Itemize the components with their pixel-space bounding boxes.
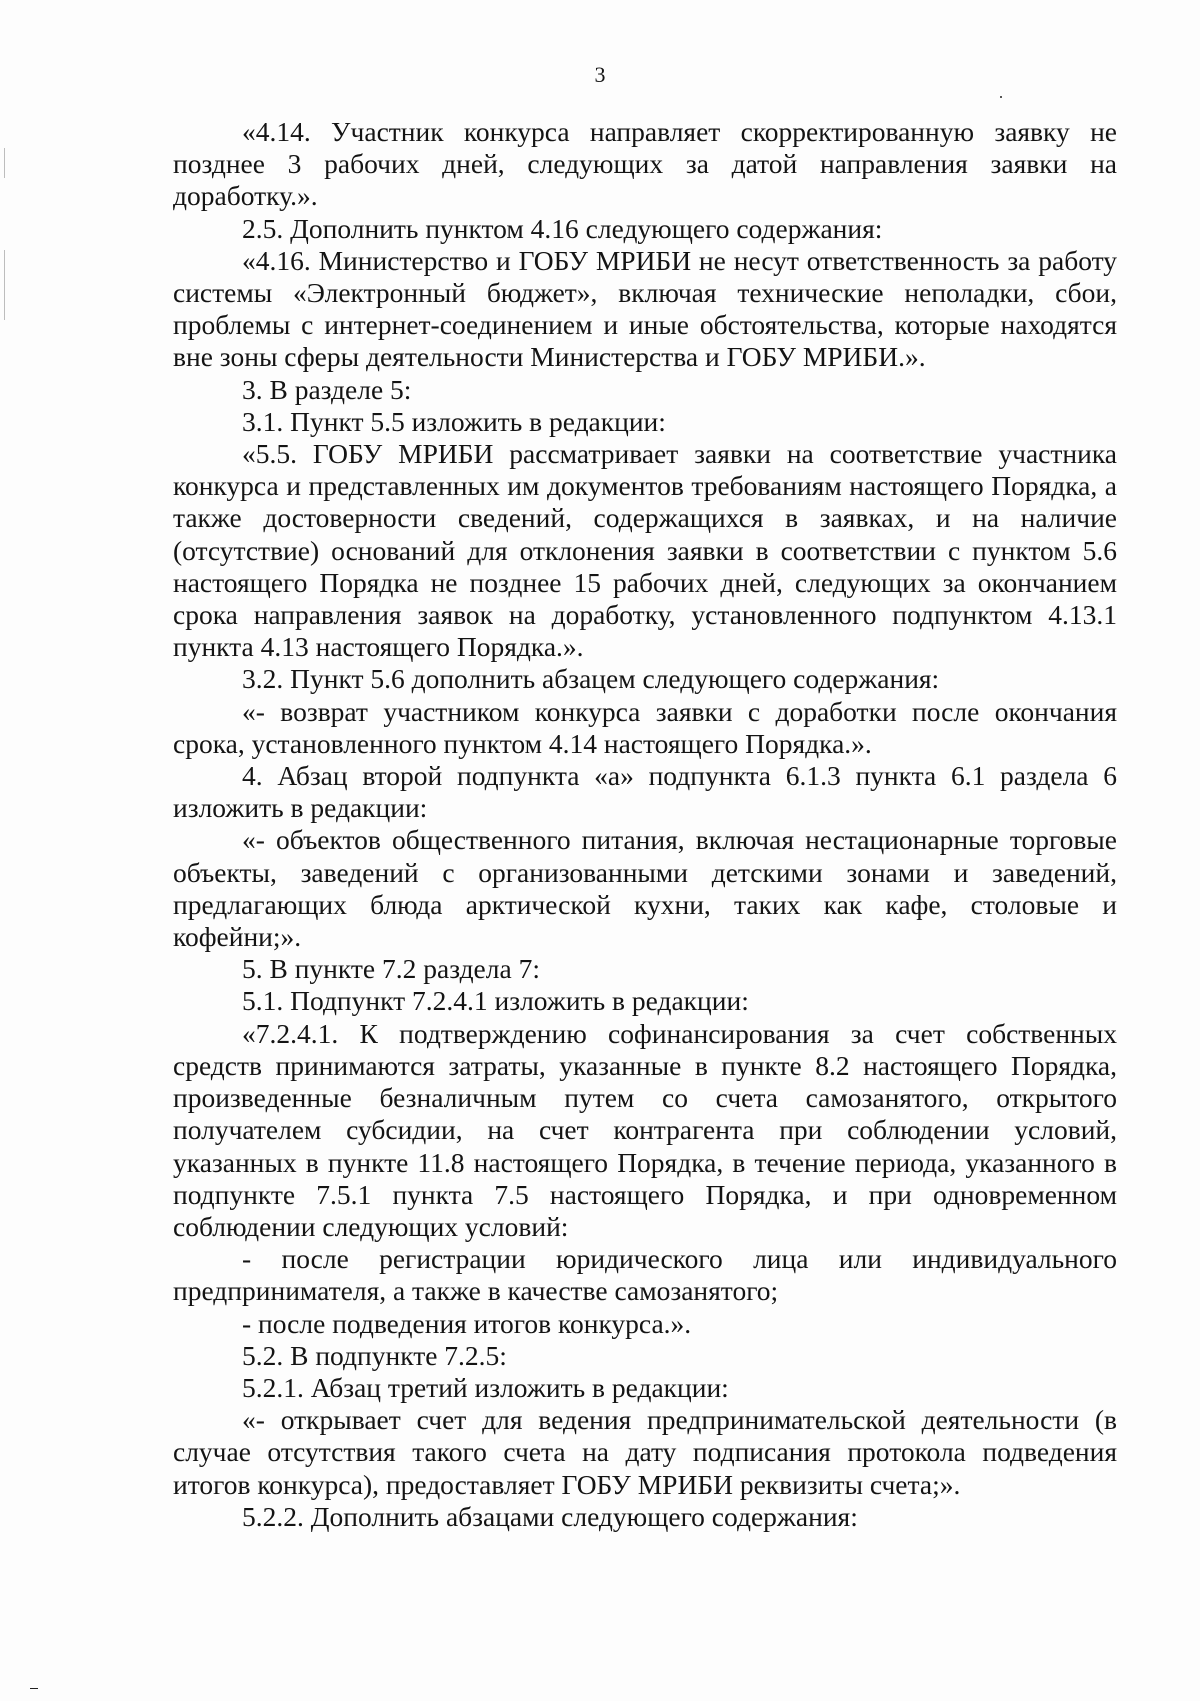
paragraph: 2.5. Дополнить пунктом 4.16 следующего содержания: xyxy=(242,212,883,244)
paragraph: 3.2. Пункт 5.6 дополнить абзацем следующего содержания: xyxy=(242,663,940,695)
document-body xyxy=(173,116,1117,1533)
paragraph: «7.2.4.1. К подтверждению софинансирования за счет собственных средств принимаются затраты, указанные в пункте 8.2 настоящего Порядка, произведенные безналичным путем со счета самозанятого, открытого получателем субсидии, на счет контрагента при соблюдении условий, указанных в пункте 11.8 настоящего Порядка, в течение периода, указанного в подпункте 7.5.1 пункта 7.5 настоящего Порядка, и при одновременном соблюдении следующих условий: xyxy=(173,1017,1117,1242)
paragraph: 4. Абзац второй подпункта «а» подпункта 6.1.3 пункта 6.1 раздела 6 изложить в редакции: xyxy=(173,760,1117,824)
scan-margin-mark xyxy=(4,148,5,178)
paragraph: «- открывает счет для ведения предпринимательской деятельности (в случае отсутствия такого счета на дату подписания протокола подведения итогов конкурса), предоставляет ГОБУ МРИБИ реквизиты счета;». xyxy=(173,1404,1117,1500)
paragraph: 5.2.1. Абзац третий изложить в редакции: xyxy=(242,1371,729,1403)
paragraph: 3.1. Пункт 5.5 изложить в редакции: xyxy=(242,405,666,437)
paragraph: 5.2.2. Дополнить абзацами следующего содержания: xyxy=(242,1500,858,1532)
paragraph: - после регистрации юридического лица или индивидуального предпринимателя, а также в качестве самозанятого; xyxy=(173,1243,1117,1307)
scan-speck xyxy=(30,1688,38,1689)
paragraph: «5.5. ГОБУ МРИБИ рассматривает заявки на соответствие участника конкурса и представленных им документов требованиям настоящего Порядка, а также достоверности сведений, содержащихся в заявках, и на наличие (отсутствие) оснований для отклонения заявки в соответствии с пунктом 5.6 настоящего Порядка не позднее 15 рабочих дней, следующих за окончанием срока направления заявок на доработку, установленного подпунктом 4.13.1 пункта 4.13 настоящего Порядка.». xyxy=(173,438,1117,663)
paragraph: 5.1. Подпункт 7.2.4.1 изложить в редакции: xyxy=(242,985,749,1017)
paragraph: 5.2. В подпункте 7.2.5: xyxy=(242,1339,507,1371)
paragraph: «4.14. Участник конкурса направляет скорректированную заявку не позднее 3 рабочих дней, следующих за датой направления заявки на доработку.». xyxy=(173,116,1117,212)
page-number: 3 xyxy=(594,62,606,87)
paragraph: 3. В разделе 5: xyxy=(242,373,412,405)
paragraph: «- объектов общественного питания, включая нестационарные торговые объекты, заведений с организованными детскими зонами и заведений, предлагающих блюда арктической кухни, таких как кафе, столовые и кофейни;». xyxy=(173,824,1117,953)
scan-speck xyxy=(1000,96,1002,98)
paragraph: «4.16. Министерство и ГОБУ МРИБИ не несут ответственность за работу системы «Электронный бюджет», включая технические неполадки, сбои, проблемы с интернет-соединением и иные обстоятельства, которые находятся вне зоны сферы деятельности Министерства и ГОБУ МРИБИ.». xyxy=(173,244,1117,373)
paragraph: «- возврат участником конкурса заявки с доработки после окончания срока, установленного пунктом 4.14 настоящего Порядка.». xyxy=(173,695,1117,759)
scan-margin-mark xyxy=(4,250,5,320)
paragraph: - после подведения итогов конкурса.». xyxy=(242,1307,692,1339)
paragraph: 5. В пункте 7.2 раздела 7: xyxy=(242,953,540,985)
